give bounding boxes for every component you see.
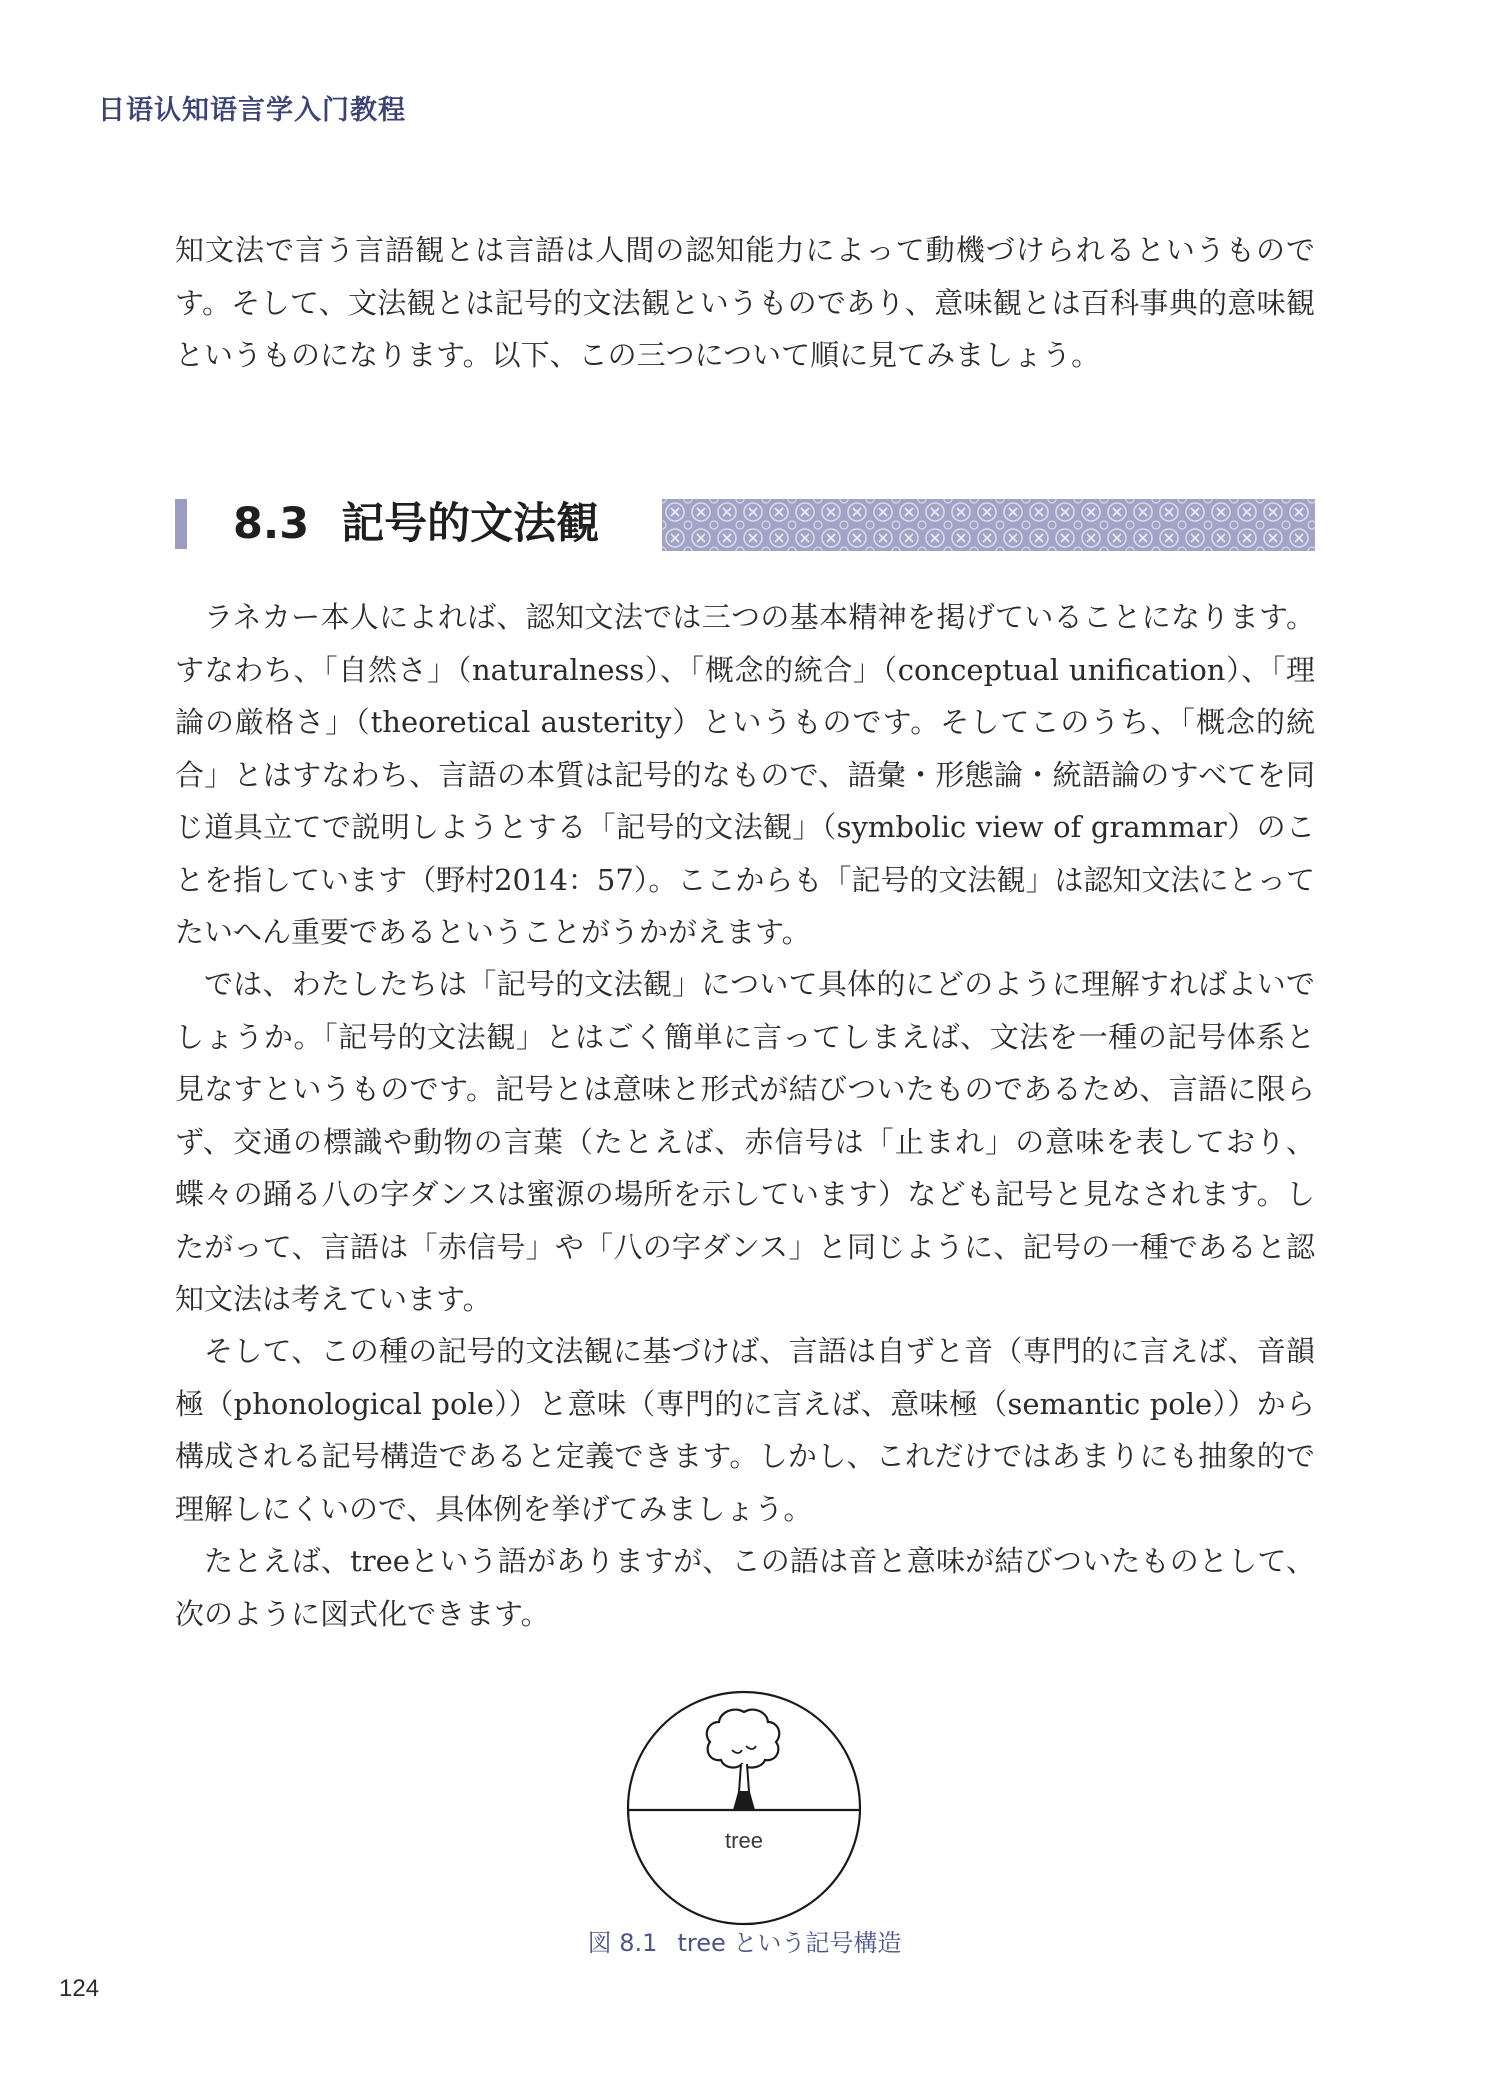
section-title-text: 記号的文法観: [341, 499, 600, 549]
body-paragraph-1: ラネカー本人によれば、認知文法では三つの基本精神を掲げていることになります。すなわち、「自然さ」（naturalness）、「概念的統合」（conceptual unification）、「理論の厳格さ」（theoretical austerity）というものです。そしてこのうち、「概念的統合」とはすなわち、言語の本質は記号的なもので、語彙・形態論・統語論のすべてを同じ道具立てで説明しようとする「記号的文法観」（symbolic view of grammar）のことを指しています（野村2014：57）。ここからも「記号的文法観」は認知文法にとってたいへん重要であるということがうかがえます。: [175, 600, 1315, 949]
section-title: [233, 493, 599, 555]
section-number: 8.3: [233, 499, 310, 549]
body-paragraph-3: そして、この種の記号的文法観に基づけば、言語は自ずと音（専門的に言えば、音韻極（phonological pole））と意味（専門的に言えば、意味極（semantic pole））から構成される記号構造であると定義できます。しかし、これだけではあまりにも抽象的で理解しにくいので、具体例を挙げてみましょう。: [175, 1334, 1315, 1526]
running-header: 日语认知语言学入门教程: [98, 95, 406, 126]
section-accent-bar: [175, 499, 187, 549]
page-number: 124: [59, 1975, 100, 2002]
tree-trunk-base: [733, 1792, 755, 1810]
figure-caption-text: tree という記号構造: [677, 1929, 902, 1957]
body-paragraph-4: たとえば、treeという語がありますが、この語は音と意味が結びついたものとして、次のように図式化できます。: [175, 1544, 1315, 1631]
tree-symbol-diagram: [624, 1688, 864, 1928]
section-heading: [175, 493, 1315, 559]
intro-paragraph: 知文法で言う言語観とは言語は人間の認知能力によって動機づけられるというものです。そして、文法観とは記号的文法観というものであり、意味観とは百科事典的意味観というものになります。以下、この三つについて順に見てみましょう。: [175, 233, 1315, 372]
figure-caption: [0, 1923, 1489, 1958]
figure-word-label: tree: [725, 1828, 763, 1853]
tree-icon: [707, 1710, 779, 1792]
figure-caption-number: 図 8.1: [587, 1929, 658, 1957]
section-decorative-pattern: [662, 499, 1315, 551]
body-paragraph-2: では、わたしたちは「記号的文法観」について具体的にどのように理解すればよいでしょうか。「記号的文法観」とはごく簡単に言ってしまえば、文法を一種の記号体系と見なすというものです。記号とは意味と形式が結びついたものであるため、言語に限らず、交通の標識や動物の言葉（たとえば、赤信号は「止まれ」の意味を表しており、蝶々の踊る八の字ダンスは蜜源の場所を示しています）なども記号と見なされます。したがって、言語は「赤信号」や「八の字ダンス」と同じように、記号の一種であると認知文法は考えています。: [175, 967, 1315, 1316]
